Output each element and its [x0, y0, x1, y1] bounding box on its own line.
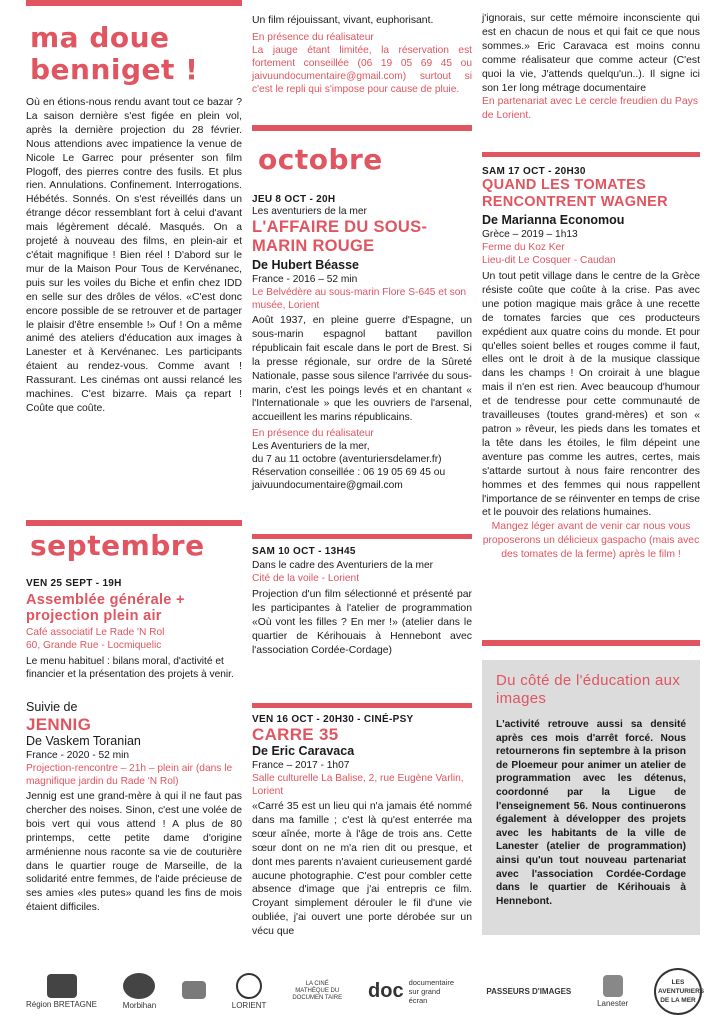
event-text: «Carré 35 est un lieu qui n'a jamais été nommé dans ma famille ; c'est là qu'est enterrée ma sœur aînée, morte à l'âge de trois ans. Cette sœur dont on ne m'a rien dit ou presque, et dont mes parents n'avaient curieusement gardé aucune photographie. C'est pour combler cette absence d'image que j'ai entrepris ce film. Croyant simplement dérouler le fil d'une vie oubliée, j'ai ouvert une porte dérobée sur un vécu que	[252, 801, 472, 938]
event-email: jaivuundocumentaire@gmail.com	[252, 480, 403, 492]
event-sous-marin	[252, 194, 472, 492]
top-text: j'ignorais, sur cette mémoire inconsciente qui est en chacun de nous et qui fait ce que nous sommes.» Eric Caravaca est moins connu comme réalisateur que comme acteur (C'est quoi la vie, J'attends quelqu'un..). Il signe ici son 1er long métrage documentaire	[482, 13, 700, 94]
page-title: ma doue benniget !	[30, 21, 199, 86]
logo-label: LORIENT	[231, 1000, 267, 1010]
event-place: Café associatif Le Rade 'N Rol	[26, 627, 165, 638]
education-box	[482, 660, 700, 935]
event-info: Réservation conseillée : 06 19 05 69 45 ou	[252, 467, 446, 479]
event-address: 60, Grande Rue - Locmiquelic	[26, 640, 162, 651]
event-date: VEN 16 OCT - 20H30 - CINÉ-PSY	[252, 714, 414, 725]
logo-label: LA CINÉ MATHÈQUE DU DOCUMEN TAIRE	[292, 980, 343, 1001]
col2-top	[252, 14, 472, 96]
event-jennig	[26, 700, 242, 915]
top-red-bar-col1	[26, 0, 242, 6]
event-date: JEU 8 OCT - 20H	[252, 194, 336, 205]
passeurs-logo	[486, 987, 571, 996]
event-assemblee	[26, 578, 242, 681]
presence-label: En présence du réalisateur	[252, 31, 374, 43]
octobre-red-bar	[252, 125, 472, 131]
documentaire-logo: doc documentaire sur grand écran	[368, 978, 461, 1005]
event-place: Salle culturelle La Balise, 2, rue Eugène Varlin, Lorient	[252, 773, 464, 797]
lanester-logo	[597, 975, 628, 1008]
logo-label: Région BRETAGNE	[26, 999, 97, 1009]
divider-red-bar	[252, 534, 472, 539]
event-presence: En présence du réalisateur	[252, 428, 374, 440]
event-tomates	[482, 166, 700, 562]
region-bretagne-logo	[26, 974, 97, 1009]
prefet-logo	[182, 981, 206, 1001]
event-director: De Hubert Béasse	[252, 258, 359, 272]
event-date: SAM 10 OCT - 13H45	[252, 546, 356, 557]
cinematheque-logo	[292, 981, 342, 1002]
event-meta: Grèce – 2019 – 1h13	[482, 229, 578, 240]
partner-logos	[26, 968, 705, 1014]
month-septembre: septembre	[30, 529, 205, 562]
event-info: du 7 au 11 octobre (aventuriersdelamer.fr)	[252, 454, 442, 466]
event-note: Mangez léger avant de venir car nous vous proposerons un délicieux gaspacho (mais avec des tomates de la ferme) après le film !	[482, 521, 700, 561]
event-text: Août 1937, en pleine guerre d'Espagne, un sous-marin espagnol battant pavillon républicain fait escale dans le port de Brest. Si la presse régionale, sur ordre de la Sûreté Nationale, passe sous silence l'arrivée du sous-marin, c'est les poings levés et en chantant « l'Internationale » que les ouvriers de l'arsenal, accueillent les marins républicains.	[252, 315, 472, 424]
divider-red-bar	[252, 703, 472, 708]
event-context: Les aventuriers de la mer	[252, 206, 367, 217]
event-date: VEN 25 SEPT - 19H	[26, 578, 122, 589]
event-cite-voile	[252, 546, 472, 658]
top-text: Un film réjouissant, vivant, euphorisant.	[252, 15, 434, 26]
event-title: Assemblée générale + projection plein air	[26, 592, 185, 624]
event-meta: France - 2016 – 52 min	[252, 274, 358, 285]
event-director: De Marianna Economou	[482, 213, 625, 227]
event-director: De Vaskem Toranian	[26, 734, 141, 748]
event-follow: Suivie de	[26, 700, 78, 714]
event-address: Lieu-dit Le Cosquer - Caudan	[482, 255, 616, 266]
event-meta: France - 2020 - 52 min	[26, 750, 130, 761]
event-context: Dans le cadre des Aventuriers de la mer	[252, 560, 434, 571]
event-title: CARRE 35	[252, 725, 339, 744]
event-title: L'AFFAIRE DU SOUS-MARIN ROUGE	[252, 218, 428, 255]
event-info: Les Aventuriers de la mer,	[252, 441, 370, 453]
col3-top	[482, 12, 700, 123]
event-place: Ferme du Koz Ker	[482, 242, 565, 253]
event-place: Cité de la voile - Lorient	[252, 573, 360, 584]
event-text: Le menu habituel : bilans moral, d'activité et financier et la présentation des projets à venir.	[26, 656, 234, 680]
event-date: SAM 17 OCT - 20H30	[482, 166, 586, 177]
presence-text: La jauge étant limitée, la réservation est fortement conseillée (06 19 05 69 45 ou jaivuundocumentaire@gmail.com) surtout si c'est le repli qui s'impose pour cause de pluie.	[252, 44, 472, 95]
event-carre35	[252, 714, 472, 939]
event-place: Le Belvédère au sous-marin Flore S-645 et son musée, Lorient	[252, 287, 467, 311]
month-octobre: octobre	[258, 143, 383, 176]
event-title: JENNIG	[26, 715, 92, 734]
event-text: Un tout petit village dans le centre de la Grèce résiste coûte que coûte à la crise. Pas avec une potion magique mais grâce à une recette de tomates farcies que ces producteurs expédient aux quatre coins du monde. Et pour qu'elles soient belles et rouges comme il faut, elles ont le droit à de la musique classique dans les champs ! On croirait à une blague mais il n'en est rien. Avec beaucoup d'humour et de tendresse pour cette communauté de travailleuses (toutes grand-mères) et son « patron » rêveur, les pieds dans les tomates et la tête dans les étoiles, le film dépeint une aventure pas comme les autres, certes, mais s'attarde surtout à nous faire rencontrer des hommes et des femmes qui nous rappellent l'importance de se réinventer en temps de crise et le pouvoir des relations humaines.	[482, 271, 700, 519]
box-text: L'activité retrouve aussi sa densité après ces mois d'arrêt forcé. Nous retournerons fin septembre à la prison de Ploemeur pour animer un atelier de programmation avec les détenus, coordonné par la Ligue de l'enseignement 56. Nous continuerons également à développer des projets avec les habitants de la ville de Lanester (atelier de programmation) ainsi qu'un tout nouveau partenariat avec l'association Cordée-Cordage dans le quartier de Kérihouais à Hennebont.	[496, 719, 686, 907]
logo-label: Morbihan	[122, 1000, 157, 1010]
divider-red-bar	[482, 152, 700, 157]
event-meta: France – 2017 - 1h07	[252, 760, 350, 771]
box-title: Du côté de l'éducation aux images	[496, 672, 681, 707]
event-note: Projection-rencontre – 21h – plein air (dans le magnifique jardin du Rade 'N Rol)	[26, 763, 233, 787]
event-title: QUAND LES TOMATES RENCONTRENT WAGNER	[482, 177, 668, 210]
aventuriers-logo	[654, 968, 705, 1015]
logo-label: PASSEURS D'IMAGES	[486, 986, 572, 996]
lorient-logo	[232, 973, 267, 1010]
morbihan-logo	[123, 973, 156, 1010]
intro-text: Où en étions-nous rendu avant tout ce bazar ? La saison dernière s'est figée en plein vol, après la dernière projection du 28 février. Nous attendions avec impatience la venue de Nicole Le Garrec pour présenter son film Plogoff, des pierres contre des fusils. Et plus rien. Annulations. Confinement. Interrogations. Hébétés. Sonnés. On s'est réveillés dans un étrange décor ressemblant fort à celui d'avant mais légèrement décalé. Masqués. On a projeté à nouveau des films, en plein-air et c'était magnifique ! Bien réel ! D'abord sur le mur de la Maison Pour Tous de Kervénanec, puis sur les voiles du Biche et enfin chez IDD en selle sur des drôles de vélos. «C'est donc encore possible de se retrouver et de partager le plaisir d'être ensemble !» Ouf ! On a même animé des ateliers d'éducation aux images à Lanester et à Kervénanec. Les participants étaient au rendez-vous. Comme avant ! Rassurant. Les cinémas ont aussi relancé les machines. C'est bizarre. Mais ça repart ! Coûte que coûte.	[26, 97, 242, 414]
event-director: De Eric Caravaca	[252, 744, 355, 758]
event-text: Projection d'un film sélectionné et présenté par les participantes à l'atelier de programmation «Où vont les filles ? En mer !» (atelier dans le quartier de Kérihouais à Hennebont avec l'association Cordée-Cordage)	[252, 589, 472, 656]
logo-label: documentaire sur grand écran	[408, 977, 455, 1005]
logo-label: Lanester	[597, 998, 629, 1008]
event-text: Jennig est une grand-mère à qui il ne faut pas chercher des noises. Sinon, c'est une volée de bois vert qui vous attend ! A plus de 80 printemps, cette petite dame d'origine arménienne nous raconte sa vie de couturière dans le quartier rouge de Marseille, de la solidarité entre femmes, de l'aide précieuse de ses amies «les putes» quand les fins de mois étaient difficiles.	[26, 791, 242, 914]
partner-text: En partenariat avec Le cercle freudien du Pays de Lorient.	[482, 96, 699, 122]
septembre-red-bar	[26, 520, 242, 526]
box-red-bar	[482, 640, 700, 646]
logo-label: LES AVENTURIERS DE LA MER	[654, 968, 702, 1015]
